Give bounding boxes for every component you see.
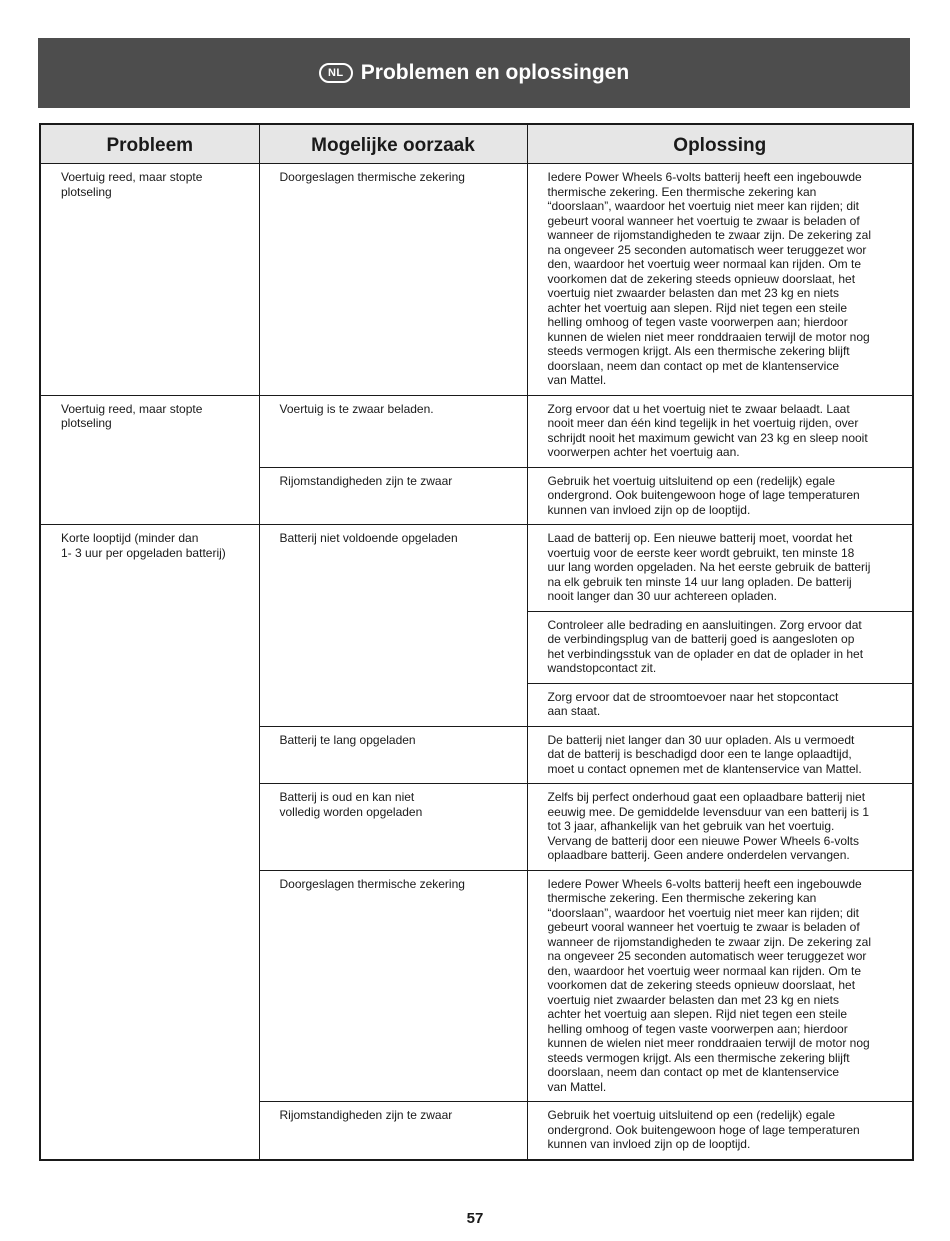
cause-cell: Doorgeslagen thermische zekering [259,164,527,396]
solution-cell: Zorg ervoor dat u het voertuig niet te zwaar belaadt. Laat nooit meer dan één kind tegelijk in het voertuig rijden, over schrijdt nooit het maximum gewicht van 23 kg en sleep nooit voorwerpen achter het voertuig aan. [527,395,913,467]
page-number: 57 [466,1210,484,1227]
solution-cell: Gebruik het voertuig uitsluitend op een (redelijk) egale ondergrond. Ook buitengewoon hoge of lage temperaturen kunnen van invloed zijn op de looptijd. [527,1102,913,1160]
page-title: Problemen en oplossingen [360,61,630,84]
column-header-cause: Mogelijke oorzaak [259,124,527,164]
cause-cell: Batterij te lang opgeladen [259,726,527,784]
solution-cell: Iedere Power Wheels 6-volts batterij heeft een ingebouwde thermische zekering. Een thermische zekering kan “doorslaan”, waardoor het voertuig niet meer kan rijden; dit gebeurt vooral wanneer het voertuig te zwaar is beladen of wanneer de rijomstandigheden te zwaar zijn. De zekering zal na ongeveer 25 seconden automatisch weer teruggezet wor den, waardoor het voertuig weer normaal kan rijden. Om te voorkomen dat de zekering steeds opnieuw doorslaat, het voertuig niet zwaarder belasten dan met 23 kg en niets achter het voertuig aan slepen. Rijd niet tegen een steile helling omhoog of tegen vaste voorwerpen aan; hierdoor kunnen de wielen niet meer ronddraaien terwijl de motor nog steeds vermogen krijgt. Als een thermische zekering blijft doorslaan, neem dan contact op met de klantenservice van Mattel. [527,164,913,396]
column-header-problem: Probleem [40,124,259,164]
solution-cell: Zelfs bij perfect onderhoud gaat een oplaadbare batterij niet eeuwig mee. De gemiddelde levensduur van een batterij is 1 tot 3 jaar, afhankelijk van het gebruik van het voertuig. Vervang de batterij door een nieuwe Power Wheels 6-volts oplaadbare batterij. Geen andere onderdelen vervangen. [527,784,913,871]
cause-cell: Batterij is oud en kan niet volledig worden opgeladen [259,784,527,871]
troubleshooting-table [39,123,914,1161]
cause-cell: Rijomstandigheden zijn te zwaar [259,467,527,525]
cause-cell: Voertuig is te zwaar beladen. [259,395,527,467]
table-body [40,164,913,1160]
header-content [319,61,629,85]
problem-cell: Voertuig reed, maar stopte plotseling [40,395,259,525]
solution-cell: Iedere Power Wheels 6-volts batterij heeft een ingebouwde thermische zekering. Een thermische zekering kan “doorslaan”, waardoor het voertuig niet meer kan rijden; dit gebeurt vooral wanneer het voertuig te zwaar is beladen of wanneer de rijomstandigheden te zwaar zijn. De zekering zal na ongeveer 25 seconden automatisch weer teruggezet wor den, waardoor het voertuig weer normaal kan rijden. Om te voorkomen dat de zekering steeds opnieuw doorslaat, het voertuig niet zwaarder belasten dan met 23 kg en niets achter het voertuig aan slepen. Rijd niet tegen een steile helling omhoog of tegen vaste voorwerpen aan; hierdoor kunnen de wielen niet meer ronddraaien terwijl de motor nog steeds vermogen krijgt. Als een thermische zekering blijft doorslaan, neem dan contact op met de klantenservice van Mattel. [527,870,913,1102]
column-header-solution: Oplossing [527,124,913,164]
problem-cell: Korte looptijd (minder dan 1- 3 uur per opgeladen batterij) [40,525,259,1160]
cause-cell: Rijomstandigheden zijn te zwaar [259,1102,527,1160]
problem-cell: Voertuig reed, maar stopte plotseling [40,164,259,396]
table-row [40,525,913,612]
solution-cell: Controleer alle bedrading en aansluitingen. Zorg ervoor dat de verbindingsplug van de batterij goed is aangesloten op het verbindingsstuk van de oplader en dat de oplader in het wandstopcontact zit. [527,611,913,683]
solution-cell: Gebruik het voertuig uitsluitend op een (redelijk) egale ondergrond. Ook buitengewoon hoge of lage temperaturen kunnen van invloed zijn op de looptijd. [527,467,913,525]
solution-cell: Zorg ervoor dat de stroomtoevoer naar het stopcontact aan staat. [527,683,913,726]
cause-cell: Doorgeslagen thermische zekering [259,870,527,1102]
table-header-row [40,124,913,164]
cause-cell: Batterij niet voldoende opgeladen [259,525,527,727]
solution-cell: Laad de batterij op. Een nieuwe batterij moet, voordat het voertuig voor de eerste keer wordt gebruikt, ten minste 18 uur lang worden opgeladen. Na het eerste gebruik de batterij na elk gebruik ten minste 14 uur lang opladen. De batterij nooit langer dan 30 uur achtereen opladen. [527,525,913,612]
table-row [40,164,913,396]
table-row [40,395,913,467]
language-badge-icon: NL [319,63,353,83]
solution-cell: De batterij niet langer dan 30 uur opladen. Als u vermoedt dat de batterij is beschadigd door een te lange oplaadtijd, moet u contact opnemen met de klantenservice van Mattel. [527,726,913,784]
header-banner [38,38,910,108]
